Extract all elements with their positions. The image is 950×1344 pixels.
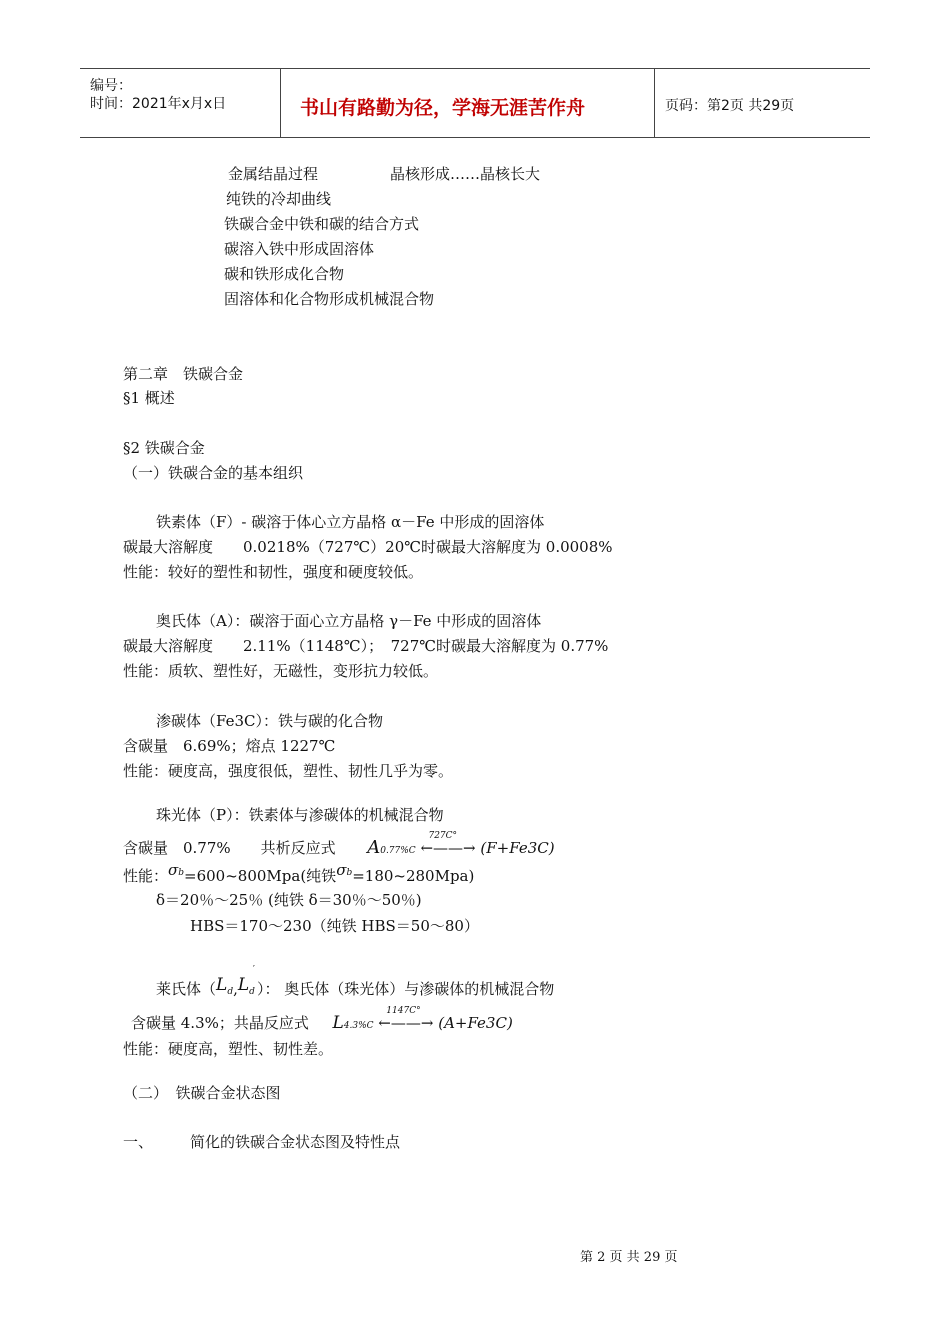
list-heading: 简化的铁碳合金状态图及特性点: [190, 1133, 401, 1151]
doc-time-label: 时间：2021年x月x日: [90, 96, 227, 112]
header-page-cell: [654, 69, 871, 137]
cementite-properties: 性能：硬度高，强度很低，塑性、韧性几乎为零。: [123, 762, 454, 780]
cementite-definition: 渗碳体（Fe3C）：铁与碳的化合物: [156, 712, 383, 730]
pearlite-hardness: HBS＝170～230（纯铁 HBS＝50～80）: [190, 917, 479, 935]
reaction-arrow: 727C° ←——→: [420, 838, 475, 858]
austenite-properties: 性能：质软、塑性好，无磁性，变形抗力较低。: [123, 662, 439, 680]
formula-symbol: L: [237, 975, 250, 995]
reaction-product: (A+Fe3C): [438, 1014, 513, 1032]
list-number: 一、: [123, 1133, 154, 1151]
page-footer: 第 2 页 共 29 页: [580, 1250, 678, 1265]
header-page-label: 页码：第2页 共29页: [665, 98, 795, 114]
ferrite-solubility: 碳最大溶解度 0.0218%（727℃）20℃时碳最大溶解度为 0.0008%: [123, 538, 613, 556]
formula-subscript: 0.77%C: [380, 846, 416, 856]
pearlite-definition: 珠光体（P）：铁素体与渗碳体的机械混合物: [156, 806, 444, 824]
subsection-heading: （一）铁碳合金的基本组织: [123, 464, 304, 482]
section-heading: §2 铁碳合金: [123, 439, 205, 457]
ledeburite-definition: 莱氏体（Ld,Ld′）： 奥氏体（珠光体）与渗碳体的机械混合物: [156, 965, 555, 998]
reaction-temperature: 727C°: [428, 831, 458, 841]
text-line: 金属结晶过程: [228, 165, 319, 183]
reaction-temperature: 1147C°: [386, 1006, 421, 1016]
text-line: 铁碳合金中铁和碳的结合方式: [224, 215, 420, 233]
cementite-carbon: 含碳量 6.69%；熔点 1227℃: [123, 737, 336, 755]
ledeburite-properties: 性能：硬度高，塑性、韧性差。: [123, 1040, 334, 1058]
formula-symbol: A: [367, 837, 381, 858]
austenite-definition: 奥氏体（A）：碳溶于面心立方晶格 γ－Fe 中形成的固溶体: [156, 612, 542, 630]
austenite-solubility: 碳最大溶解度 2.11%（1148℃）； 727℃时碳最大溶解度为 0.77%: [123, 637, 609, 655]
header-motto-cell: [280, 69, 654, 137]
text-line: 纯铁的冷却曲线: [226, 190, 332, 208]
pearlite-strength: 性能：$\sigma^b=600\sim 800Mpa$(纯铁$\sigma^b=180\sim 280Mpa$): [123, 861, 475, 885]
sigma-symbol: σ: [336, 861, 347, 879]
subsection-heading: （二） 铁碳合金状态图: [123, 1084, 281, 1102]
text-line: 固溶体和化合物形成机械混合物: [224, 290, 435, 308]
ferrite-definition: 铁素体（F）- 碳溶于体心立方晶格 α－Fe 中形成的固溶体: [156, 513, 545, 531]
header-meta-cell: [80, 69, 281, 137]
chapter-title: 第二章 铁碳合金: [123, 365, 244, 383]
pearlite-reaction-label: 含碳量 0.77% 共析反应式: [123, 839, 336, 857]
pearlite-reaction: [123, 831, 555, 861]
pearlite-elongation: δ＝20％～25％ (纯铁 δ＝30％～50％): [156, 891, 422, 909]
text-line: 碳和铁形成化合物: [224, 265, 345, 283]
page-header: [80, 68, 870, 138]
formula-symbol: L: [216, 975, 228, 995]
reaction-arrow: 1147C° ←——→: [378, 1013, 433, 1033]
sigma-symbol: σ: [168, 861, 179, 879]
formula-symbol: L: [332, 1013, 344, 1033]
text-line: 晶核形成……晶核长大: [390, 165, 541, 183]
ledeburite-reaction: [131, 1006, 513, 1036]
doc-number-label: 编号：: [90, 78, 132, 94]
section-heading: §1 概述: [123, 389, 175, 407]
ledeburite-reaction-label: 含碳量 4.3%；共晶反应式: [131, 1014, 309, 1032]
ferrite-properties: 性能：较好的塑性和韧性，强度和硬度较低。: [123, 563, 424, 581]
reaction-product: (F+Fe3C): [480, 839, 555, 857]
header-motto: 书山有路勤为径，学海无涯苦作舟: [300, 97, 586, 119]
text-line: 碳溶入铁中形成固溶体: [224, 240, 375, 258]
formula-subscript: 4.3%C: [343, 1021, 374, 1031]
